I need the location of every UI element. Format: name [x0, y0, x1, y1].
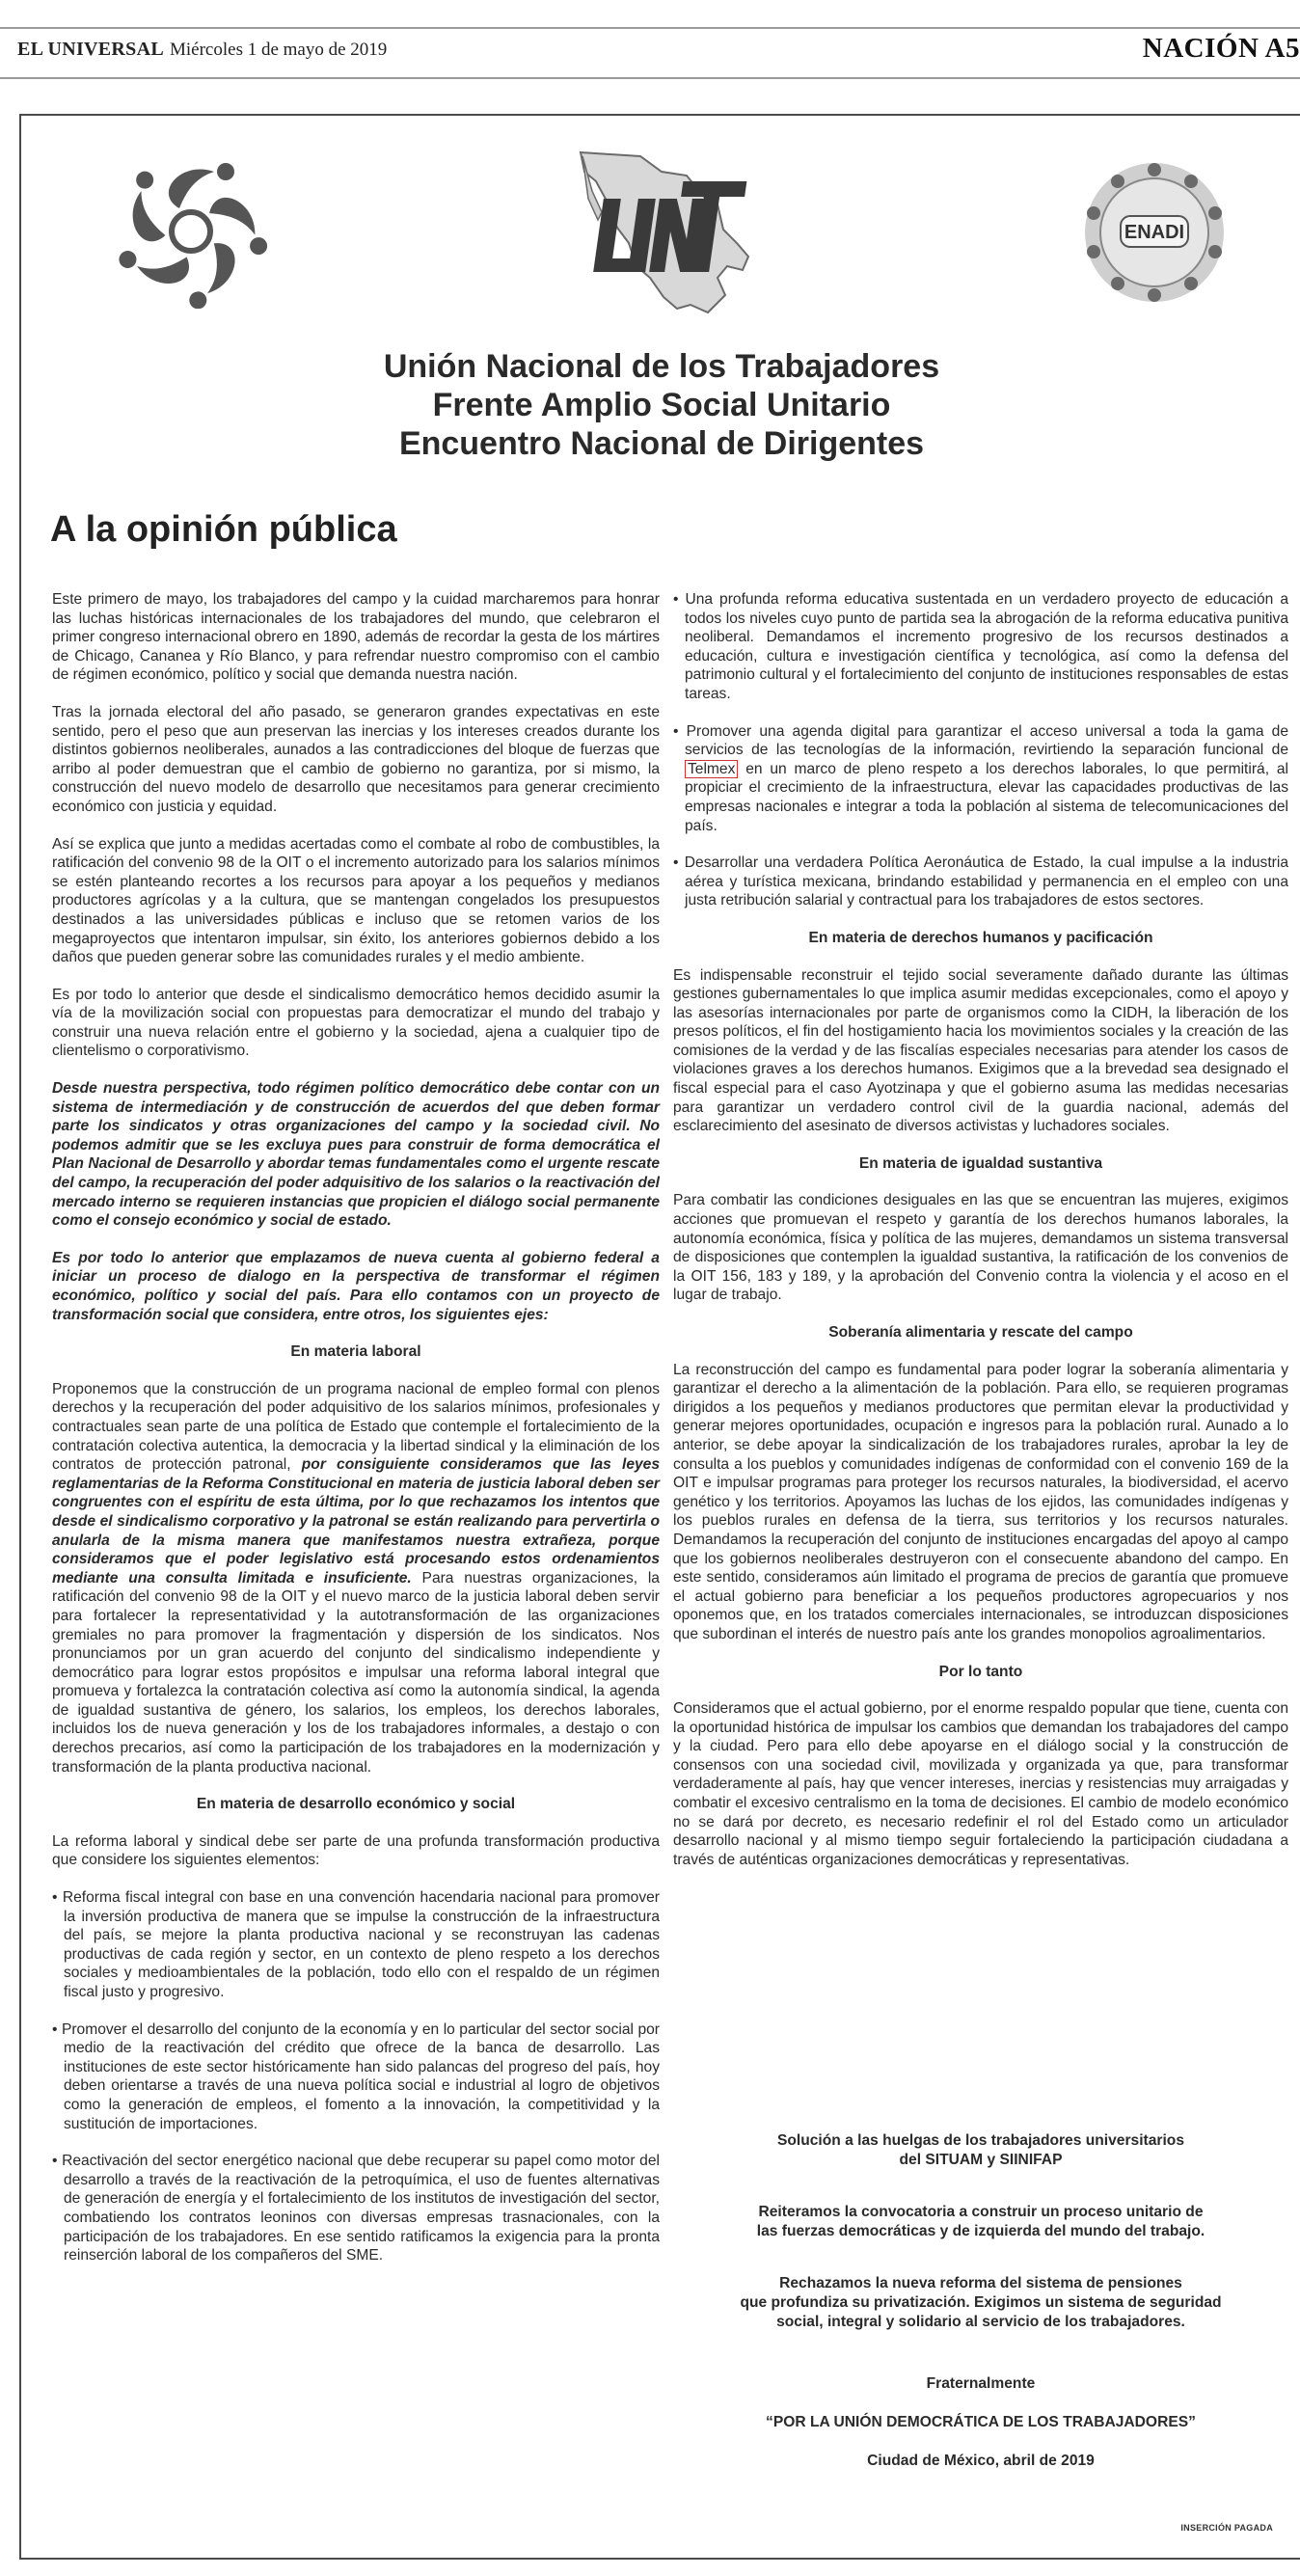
- subheading-soberania: Soberanía alimentaria y rescate del campo: [828, 1324, 1133, 1341]
- bullet-item: • Una profunda reforma educativa sustentada en un verdadero proyecto de educación a todos los niveles cuyo punto de partida sea la abrogación de la reforma educativa punitiva neoliberal. Demandamos el incremento progresivo de los recursos destinados a educación, cultura e investigación científica y tecnológica, así como la defensa del patrimonio cultural y el fortalecimiento del conjunto de instituciones responsables de estas tareas.: [673, 590, 1288, 704]
- telmex-highlight: Telmex: [685, 760, 738, 778]
- demand-block: [673, 2274, 1288, 2332]
- text-run: Para nuestras organizaciones, la ratificación del convenio 98 de la OIT y el nuevo marco de la justicia laboral deben servir para fortalecer la representatividad y la autotransformación de las organizaciones gremiales no para promover la fragmentación y dispersión de los sindicatos. Nos pronunciamos por un gran acuerdo del conjunto del sindicalismo independiente y democrático para lograr estos propósitos e impulsar una reforma laboral integral que promueva y fortalezca la contratación colectiva así como la autonomía sindical, la agenda de igualdad sustantiva de género, los salarios, los empleos, los derechos laborales, incluidos los de nueva generación y los de los trabajadores informales, a destajo o con derechos precarios, así como la participación de los trabajadores en la modernización y transformación de la planta productiva nacional.: [52, 1569, 660, 1776]
- paid-insertion-box: [19, 114, 1300, 2560]
- paragraph: Es por todo lo anterior que desde el sindicalismo democrático hemos decidido asumir la vía de la movilización social con propuestas para democratizar el mundo del trabajo y construir una nueva relación entre el gobierno y la sociedad, ajena a cualquier tipo de clientelismo o corporativismo.: [52, 986, 660, 1060]
- organization-title: [21, 347, 1300, 463]
- publication-date: Miércoles 1 de mayo de 2019: [169, 40, 388, 60]
- bullet-item: • Desarrollar una verdadera Política Aeronáutica de Estado, la cual impulse a la industria aérea y turística mexicana, brindando estabilidad y permanencia en el empleo con una justa retribución salarial y contractual para los trabajadores de estos sectores.: [673, 854, 1288, 910]
- demand-line: Reiteramos la convocatoria a construir un proceso unitario de: [758, 2204, 1204, 2220]
- org-title-line: Unión Nacional de los Trabajadores: [383, 348, 940, 385]
- closing-demands: [673, 2131, 1288, 2490]
- publication-name: EL UNIVERSAL: [17, 39, 164, 60]
- text-run: Promover una agenda digital para garantizar el acceso universal a toda la gama de servicios de las tecnologías de la información, revirtiendo la separación funcional de: [685, 722, 1288, 759]
- subheading-derechos-humanos: En materia de derechos humanos y pacificación: [808, 929, 1153, 946]
- demand-line: del SITUAM y SIINIFAP: [899, 2152, 1063, 2168]
- publication-line: [17, 39, 387, 61]
- paragraph: Es indispensable reconstruir el tejido social severamente dañado durante las últimas gestiones gubernamentales lo que implica asumir medidas excepcionales, como el apoyo y las asesorías internacionales por parte de organismos como la CIDH, la liberación de los presos políticos, el fin del hostigamiento hacia los movimientos sociales y la creación de las comisiones de la verdad y de las fiscalías especiales necesarias para atender los casos de violaciones graves a los derechos humanos. Exigimos que a la brevedad sea designado el fiscal especial para el caso Ayotzinapa y que el gobierno asuma las medidas necesarias para garantizar un verdadero control civil de la guardia nacional, además del esclarecimiento del asesinato de diversos activistas y luchadores sociales.: [673, 966, 1288, 1135]
- text-run: Proponemos que la construcción de un programa nacional de empleo formal con plenos derechos y la recuperación del poder adquisitivo de los salarios mínimos, profesionales y contractuales sean parte de una política de Estado que contemple el fortalecimiento de la contratación colectiva autentica, la democracia y la libertad sindical y la eliminación de los contratos de protección patronal,: [52, 1380, 660, 1474]
- paragraph: Este primero de mayo, los trabajadores del campo y la cuidad marcharemos para honrar las luchas históricas internacionales de los trabajadores del mundo, que celebraron el primer congreso internacional obrero en 1890, además de recordar la gesta de los mártires de Chicago, Cananea y Río Blanco, y para refrendar nuestro compromiso con el cambio de régimen económico, político y social que demanda nuestra nación.: [52, 591, 660, 684]
- paragraph: Así se explica que junto a medidas acertadas como el combate al robo de combustibles, la ratificación del convenio 98 de la OIT o el incremento autorizado para los salarios mínimos se estén planteando recortes a los recursos para apoyar a los pequeños y medianos productores agrícolas y a la cultura, que se mantengan congelados los presupuestos destinados a las universidades públicas e incluso que se retomen varios de los megaproyectos que intentaron impulsar, sin éxito, los anteriores gobiernos debido a los daños que pueden generar sobre las comunidades rurales y el medio ambiente.: [52, 835, 660, 966]
- subheading-laboral: En materia laboral: [290, 1343, 421, 1361]
- org-title-line: Frente Amplio Social Unitario: [432, 387, 891, 423]
- emphasis-run: por consiguiente consideramos que las leyes reglamentarias de la Reforma Constitucional en materia de justicia laboral deben ser congruentes con el espíritu de esta última, por lo que rechazamos los intentos que desde el sindicalismo corporativo y la patronal se están realizando para pervertirla o anularla de la misma manera que manifestamos nuestra extrañeza, porque consideramos que el poder legislativo está procesando estos ordenamientos mediante una consulta limitada e insuficiente.: [52, 1456, 661, 1586]
- bottom-rule: [0, 77, 1300, 79]
- top-rule: [0, 27, 1300, 29]
- place-date: Ciudad de México, abril de 2019: [867, 2453, 1095, 2469]
- demand-line: Solución a las huelgas de los trabajadores universitarios: [776, 2132, 1185, 2149]
- demand-line: las fuerzas democráticas y de izquierda del mundo del trabajo.: [756, 2223, 1205, 2239]
- left-column: [52, 590, 660, 2284]
- running-head: [0, 0, 1300, 108]
- enadi-logo-text: ENADI: [1124, 222, 1185, 243]
- paragraph: Consideramos que el actual gobierno, por el enorme respaldo popular que tiene, cuenta con la oportunidad histórica de impulsar los cambios que demandan los trabajadores del campo y la ciudad. Pero para ello debe apoyarse en el diálogo social y la construcción de consensos con una sociedad civil, movilizada y organizada ya que, para transformar verdaderamente al país, hay que vencer intereses, inercias y resistencias muy arraigadas y combatir el excesivo centralismo en la toma de decisiones. El cambio de modelo económico no se dará por decreto, es necesario redefinir el rol del Estado como un articulador desarrollo nacional y al mismo tiempo seguir fortaleciendo la participación ciudadana a través de auténticas organizaciones democráticas y representativas.: [673, 1700, 1288, 1868]
- unt-people-circle-logo: [114, 154, 268, 309]
- sign-off: Fraternalmente: [926, 2375, 1036, 2392]
- bullet-item: • Reforma fiscal integral con base en una convención hacendaria nacional para promover la inversión productiva de manera que se impulse la construcción de la infraestructura del país, se mejore la planta productiva nacional y se reconstruyan las cadenas productivas de cada región y sector, en un contexto de pleno respeto a los derechos sociales y medioambientales de la población, todo ello con el respaldo de un régimen fiscal justo y progresivo.: [52, 1888, 660, 2002]
- subheading-igualdad: En materia de igualdad sustantiva: [858, 1154, 1103, 1172]
- paid-insertion-label: INSERCIÓN PAGADA: [1180, 2523, 1273, 2533]
- paragraph: Para combatir las condiciones desiguales en las que se encuentran las mujeres, exigimos acciones que promuevan el respeto y garantía de los derechos humanos laborales, la autonomía económica, física y política de las mujeres, demandamos un sistema transversal de disposiciones que contemplen la igualdad sustantiva, la ratificación de los convenios de la OIT 156, 183 y 189, y la aprobación del Convenio contra la violencia y el acoso en el lugar de trabajo.: [673, 1192, 1288, 1304]
- demand-line: social, integral y solidario al servicio de los trabajadores.: [776, 2314, 1185, 2330]
- paragraph-laboral: [52, 1380, 660, 1776]
- bullet-item: • Promover el desarrollo del conjunto de la economía y en lo particular del sector social por medio de la reactivación del crédito que ofrece de la banca de desarrollo. Las instituciones de este sector históricamente han sido palancas del progreso del país, hoy deben orientarse a través de una nueva política social e industrial al logro de objetivos como la generación de empleos, el fomento a la innovación, la competitividad y la sustitución de importaciones.: [52, 2020, 660, 2134]
- demand-block: [673, 2131, 1288, 2170]
- headline: A la opinión pública: [50, 509, 397, 550]
- demand-line: que profundiza su privatización. Exigimos un sistema de seguridad: [740, 2294, 1222, 2311]
- unt-mexico-map-logo: [573, 143, 756, 326]
- paragraph: La reconstrucción del campo es fundamental para poder lograr la soberanía alimentaria y garantizar el derecho a la alimentación de la población. Para ello, se requieren programas dirigidos a los pequeños y medianos productores que permitan elevar la productividad y generar mejores oportunidades, ocupación e ingresos para la población rural. Aunado a lo anterior, se debe apoyar la sindicalización de los trabajadores rurales, aprobar la ley de consulta a los pueblos y comunidades indígenas de conformidad con el convenio 169 de la OIT e impulsar programas para proteger los recursos naturales, la biodiversidad, el acervo genético y los territorios. Apoyamos las luchas de los ejidos, las comunidades indígenas y los pueblos rurales en defensa de la tierra, sus territorios y los recursos naturales. Demandamos la recuperación del conjunto de instituciones encargadas del apoyo al campo que los gobiernos neoliberales destruyeron con el consecuente abandono del campo. En este sentido, consideramos aún limitado el programa de precios de garantía que promueve el actual gobierno para beneficiar a los pequeños productores agropecuarios y nos oponemos que, en los tratados comerciales internacionales, se introduzcan disposiciones que subordinan el interés de nuestro país ante los grandes monopolios agroalimentarios.: [673, 1361, 1288, 1642]
- section-page-label: NACIÓN A5: [1142, 33, 1300, 64]
- emphasis-paragraph: Desde nuestra perspectiva, todo régimen político democrático debe contar con un sistema de intermediación y de construcción de acuerdos del que deben formar parte los sindicatos y otras organizaciones del campo y la sociedad civil. No podemos admitir que se les excluya pues para construir de forma democrática el Plan Nacional de Desarrollo y abordar temas fundamentales como el urgente rescate del campo, la recuperación del poder adquisitivo de los salarios o la reactivación del mercado interno se requieren instancias que propicien el diálogo social permanente como el consejo económico y social de estado.: [52, 1080, 660, 1230]
- org-title-line: Encuentro Nacional de Dirigentes: [398, 425, 925, 462]
- subheading-por-lo-tanto: Por lo tanto: [938, 1663, 1023, 1680]
- text-run: en un marco de pleno respeto a los derechos laborales, lo que permitirá, al propiciar el crecimiento de la infraestructura, elevar las capacidades productivas de las empresas nacionales e integrar a toda la población al sistema de telecomunicaciones del país.: [685, 760, 1288, 834]
- demand-block: [673, 2203, 1288, 2241]
- paragraph: Tras la jornada electoral del año pasado, se generaron grandes expectativas en este sentido, pero el peso que aun preservan las inercias y los intereses creados durante los distintos gobiernos neoliberales, aunados a las contradicciones del bloque de fuerzas que arribo al poder demuestran que el cambio de gobierno no garantiza, por si mismo, la construcción del nuevo modelo de desarrollo que necesitamos para generar crecimiento económico con justicia y equidad.: [52, 703, 660, 815]
- demand-line: Rechazamos la nueva reforma del sistema de pensiones: [779, 2275, 1182, 2291]
- enadi-seal-logo: [1082, 160, 1227, 305]
- bullet-item: • Reactivación del sector energético nacional que debe recuperar su papel como motor del desarrollo a través de la reactivación de la petroquímica, el uso de fuentes alternativas de generación de energía y el fortalecimiento de los institutos de investigación del sector, combatiendo los contratos leoninos con diversas empresas trasnacionales, con la participación de los trabajadores. En ese sentido ratificamos la exigencia para la pronta reinserción laboral de los compañeros del SME.: [52, 2152, 660, 2265]
- emphasis-paragraph: Es por todo lo anterior que emplazamos de nueva cuenta al gobierno federal a iniciar un proceso de dialogo en la perspectiva de transformar el régimen económico, político y social del país. Para ello contamos con un proyecto de transformación social que considera, entre otros, los siguientes ejes:: [52, 1249, 660, 1323]
- bullet-item: [673, 722, 1288, 836]
- motto: “POR LA UNIÓN DEMOCRÁTICA DE LOS TRABAJADORES”: [766, 2414, 1196, 2430]
- subheading-desarrollo: En materia de desarrollo económico y social: [196, 1796, 516, 1813]
- right-column: [673, 590, 1288, 1887]
- paragraph: La reforma laboral y sindical debe ser parte de una profunda transformación productiva que considere los siguientes elementos:: [52, 1832, 660, 1869]
